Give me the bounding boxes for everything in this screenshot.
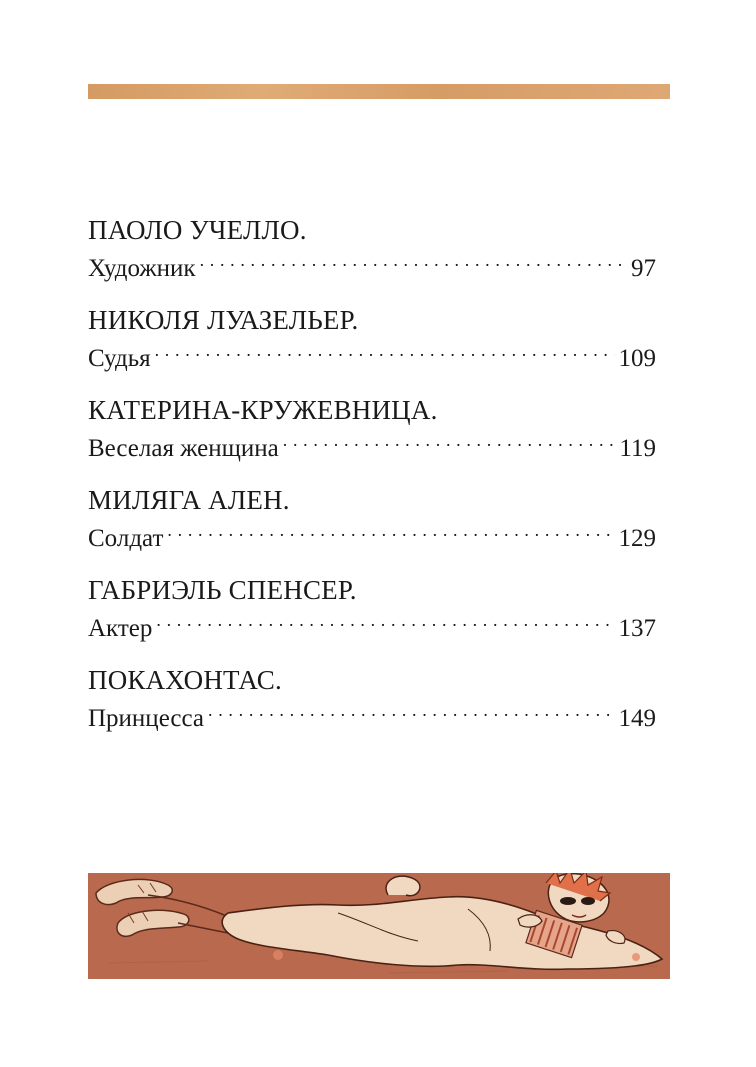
- toc-entry-title: НИКОЛЯ ЛУАЗЕЛЬЕР.: [88, 305, 359, 335]
- toc-entry-5[interactable]: [88, 572, 656, 662]
- toc-entry-line: [88, 431, 656, 467]
- toc-entry-subtitle: Судья: [88, 345, 151, 372]
- toc-entry-1[interactable]: [88, 212, 656, 302]
- toc-entry-line: [88, 521, 656, 557]
- toc-entry-subtitle: Веселая женщина: [88, 435, 279, 462]
- toc-entry-page-number: 97: [631, 255, 656, 282]
- dot-leader: [155, 344, 615, 366]
- toc-entry-page-number: 137: [618, 615, 656, 642]
- dot-leader: [167, 524, 614, 546]
- table-of-contents: [88, 212, 656, 752]
- toc-entry-subtitle: Актер: [88, 615, 153, 642]
- toc-entry-page-number: 129: [618, 525, 656, 552]
- toc-entry-line: [88, 611, 656, 647]
- toc-entry-line: [88, 251, 656, 287]
- toc-entry-title: ПАОЛО УЧЕЛЛО.: [88, 215, 307, 245]
- toc-entry-title: КАТЕРИНА-КРУЖЕВНИЦА.: [88, 395, 438, 425]
- dot-leader: [208, 704, 614, 726]
- toc-entry-2[interactable]: [88, 302, 656, 392]
- toc-entry-title: ГАБРИЭЛЬ СПЕНСЕР.: [88, 575, 357, 605]
- reclining-faun-illustration: [88, 873, 670, 979]
- toc-entry-title: МИЛЯГА АЛЕН.: [88, 485, 290, 515]
- dot-leader: [283, 434, 616, 456]
- toc-entry-3[interactable]: [88, 392, 656, 482]
- toc-entry-title: ПОКАХОНТАС.: [88, 665, 282, 695]
- toc-entry-page-number: 149: [618, 705, 656, 732]
- toc-entry-subtitle: Принцесса: [88, 705, 205, 732]
- decorative-top-band: [88, 84, 670, 99]
- dot-leader: [156, 614, 614, 636]
- decorative-illustration-panel: [88, 873, 670, 979]
- toc-entry-page-number: 109: [618, 345, 656, 372]
- dot-leader: [200, 254, 627, 276]
- toc-entry-page-number: 119: [619, 435, 656, 462]
- toc-entry-subtitle: Солдат: [88, 525, 164, 552]
- toc-entry-line: [88, 341, 656, 377]
- toc-entry-subtitle: Художник: [88, 255, 196, 282]
- toc-entry-6[interactable]: [88, 662, 656, 752]
- toc-entry-4[interactable]: [88, 482, 656, 572]
- toc-entry-line: [88, 701, 656, 737]
